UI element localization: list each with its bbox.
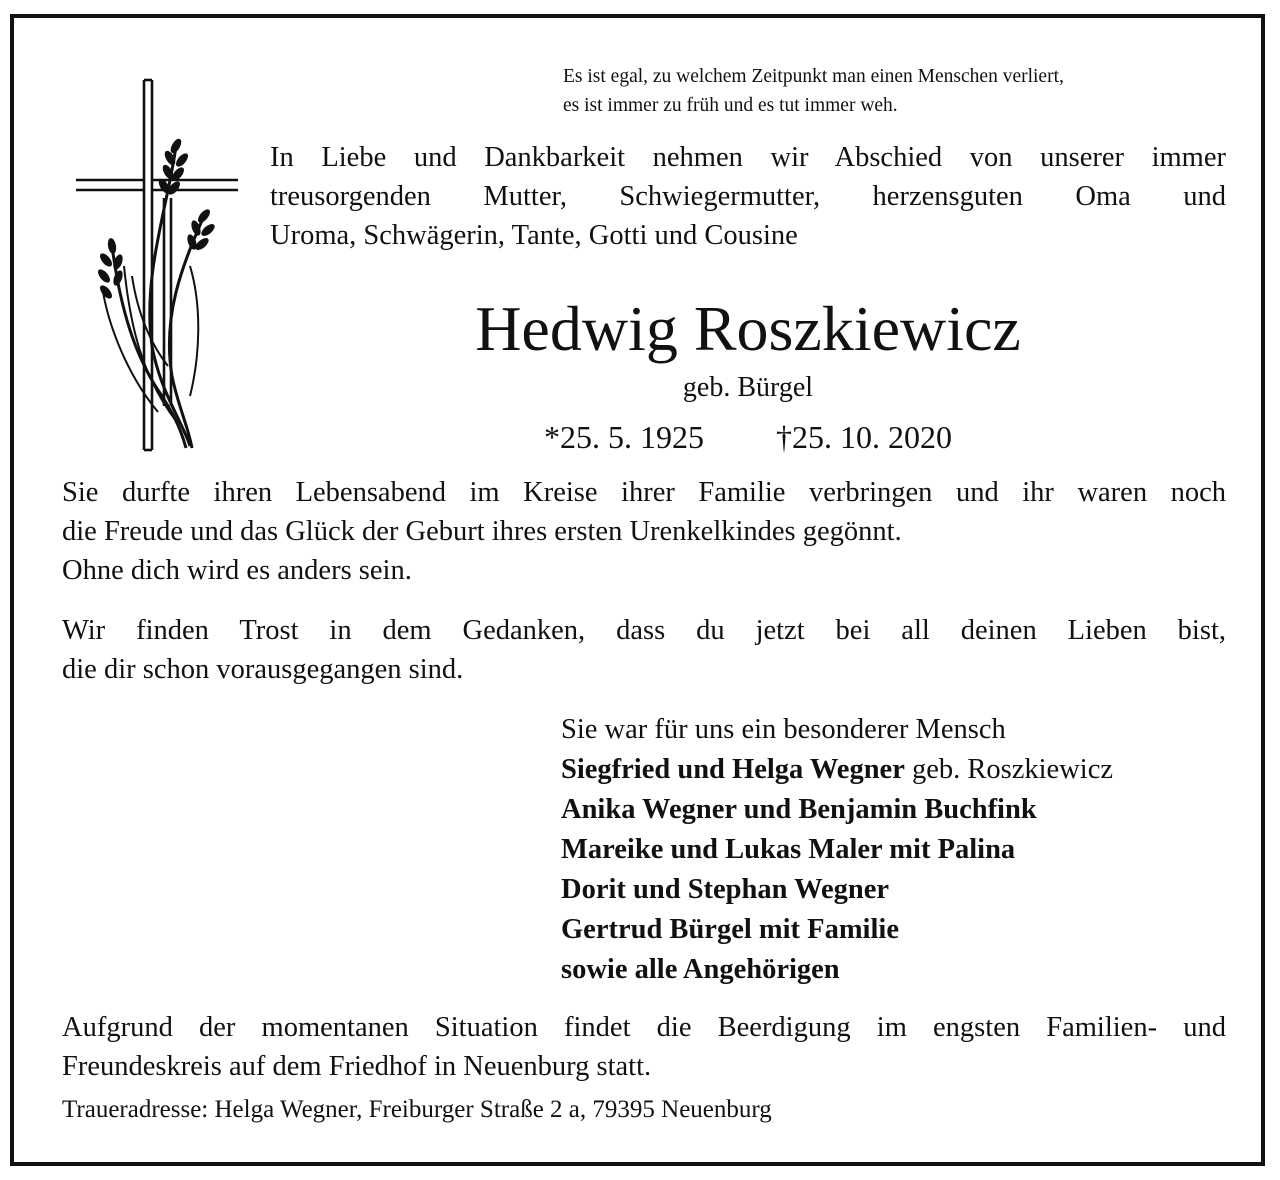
paragraph-line: die dir schon vorausgegangen sind. [62, 654, 464, 685]
paragraph-line: Freundeskreis auf dem Friedhof in Neuenburg statt. [62, 1051, 652, 1082]
mourners-intro: Sie war für uns ein besonderer Mensch [561, 714, 1006, 745]
motto-line: es ist immer zu früh und es tut immer weh. [563, 95, 898, 116]
paragraph-comfort [62, 611, 1226, 689]
intro-line: In Liebe und Dankbarkeit nehmen wir Abschied von unserer immer [270, 142, 1226, 173]
intro-line: treusorgenden Mutter, Schwiegermutter, herzensguten Oma und [270, 181, 1226, 212]
paragraph-line: Aufgrund der momentanen Situation findet die Beerdigung im engsten Familien- und [62, 1012, 1226, 1043]
paragraph-line: Sie durfte ihren Lebensabend im Kreise ihrer Familie verbringen und ihr waren noch [62, 477, 1226, 508]
mourner-names: sowie alle Angehörigen [561, 954, 840, 985]
mourner-names: Anika Wegner und Benjamin Buchfink [561, 794, 1037, 825]
mourner-line [561, 750, 1241, 790]
paragraph-line: Ohne dich wird es anders sein. [62, 555, 412, 586]
paragraph-line: die Freude und das Glück der Geburt ihres ersten Urenkelkindes gegönnt. [62, 516, 902, 547]
mourning-address: Traueradresse: Helga Wegner, Freiburger Straße 2 a, 79395 Neuenburg [62, 1096, 772, 1123]
mourner-line [561, 870, 1241, 910]
cross-with-wheat-icon [72, 76, 242, 456]
motto-line: Es ist egal, zu welchem Zeitpunkt man einen Menschen verliert, [563, 66, 1064, 87]
paragraph-line: Wir finden Trost in dem Gedanken, dass du jetzt bei all deinen Lieben bist, [62, 615, 1226, 646]
motto-quote [563, 62, 1223, 120]
life-dates [270, 415, 1226, 459]
birth-name: geb. Bürgel [682, 372, 814, 403]
deceased-name: Hedwig Roszkiewicz [475, 293, 1021, 364]
mourner-names: Dorit und Stephan Wegner [561, 874, 890, 905]
mourner-line [561, 910, 1241, 950]
mourners-list [561, 710, 1241, 990]
mourner-line [561, 830, 1241, 870]
mourner-line [561, 790, 1241, 830]
mourner-names: Mareike und Lukas Maler mit Palina [561, 834, 1016, 865]
mourner-names: Siegfried und Helga Wegner [561, 754, 905, 785]
paragraph-funeral [62, 1008, 1226, 1086]
birth-date: *25. 5. 1925 [544, 419, 704, 455]
intro-line: Uroma, Schwägerin, Tante, Gotti und Cousine [270, 220, 798, 251]
mourner-line [561, 950, 1241, 990]
intro-text [270, 138, 1226, 255]
obituary-notice [10, 14, 1265, 1166]
death-date: †25. 10. 2020 [776, 419, 952, 455]
paragraph-lifetime [62, 473, 1226, 590]
mourner-names: Gertrud Bürgel mit Familie [561, 914, 899, 945]
mourner-birth-name: geb. Roszkiewicz [904, 754, 1114, 785]
